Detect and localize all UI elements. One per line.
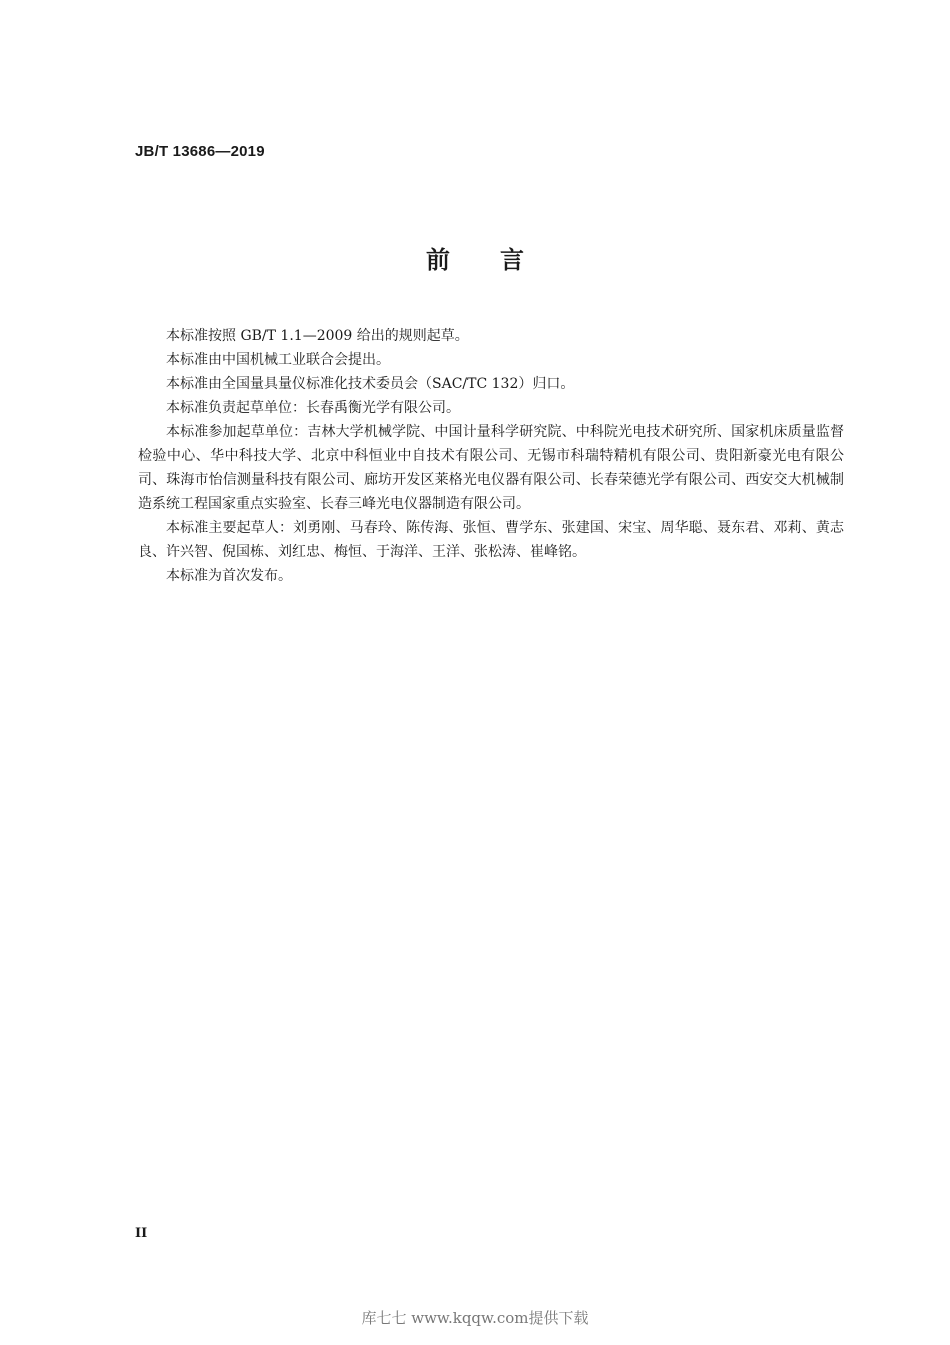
paragraph-participating-units: 本标准参加起草单位：吉林大学机械学院、中国计量科学研究院、中科院光电技术研究所、国家机床质量监督检验中心、华中科技大学、北京中科恒业中自技术有限公司、无锡市科瑞特精机有限公司、贵阳新豪光电有限公司、珠海市怡信测量科技有限公司、廊坊开发区莱格光电仪器有限公司、长春荣德光学有限公司、西安交大机械制造系统工程国家重点实验室、长春三峰光电仪器制造有限公司。: [138, 424, 844, 512]
paragraph-technical-committee: 本标准由全国量具量仪标准化技术委员会（SAC/TC 132）归口。: [166, 376, 575, 392]
paragraph-first-release: 本标准为首次发布。: [166, 568, 292, 584]
preface-body: [138, 324, 844, 588]
paragraph-lead-drafter: 本标准负责起草单位：长春禹衡光学有限公司。: [166, 400, 460, 416]
paragraph-main-drafters: 本标准主要起草人：刘勇刚、马春玲、陈传海、张恒、曹学东、张建国、宋宝、周华聪、聂东君、邓莉、黄志良、许兴智、倪国栋、刘红忠、梅恒、于海洋、王洋、张松涛、崔峰铭。: [138, 520, 844, 560]
page-title: 前言: [426, 246, 574, 274]
footer-watermark: 库七七 www.kqqw.com提供下载: [361, 1309, 589, 1327]
paragraph-proposer: 本标准由中国机械工业联合会提出。: [166, 352, 390, 368]
standard-number: JB/T 13686—2019: [135, 143, 265, 160]
paragraph-drafting-rules: 本标准按照 GB/T 1.1—2009 给出的规则起草。: [166, 328, 469, 344]
page-number: II: [135, 1226, 148, 1241]
